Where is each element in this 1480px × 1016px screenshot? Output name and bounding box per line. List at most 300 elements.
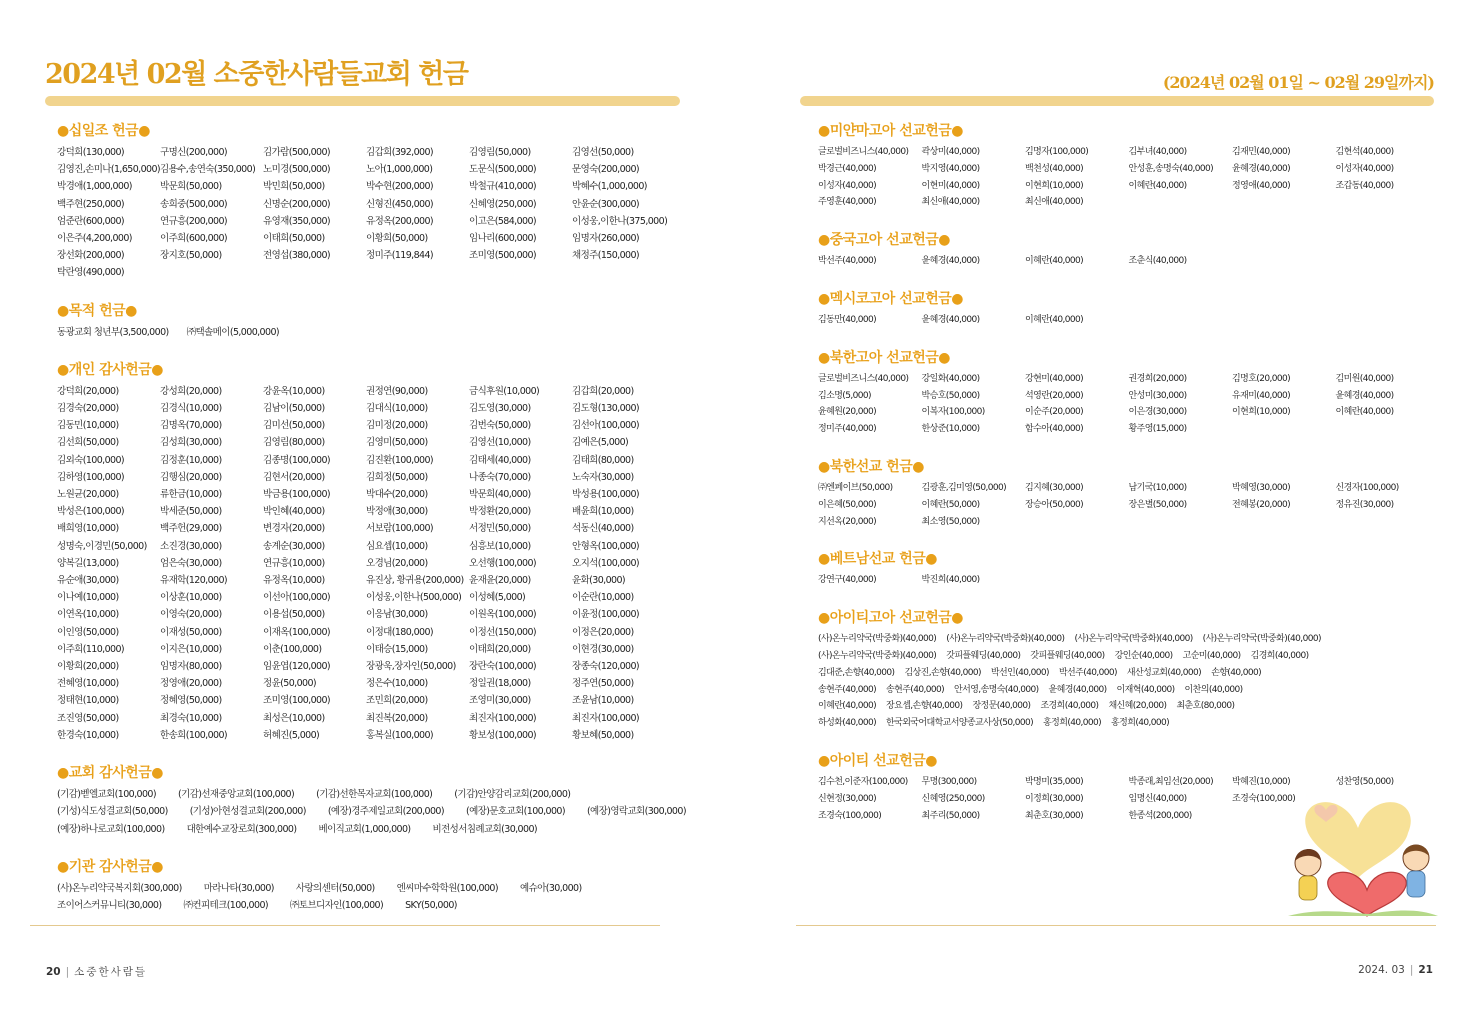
donor-entry: 유영재(350,000)	[263, 215, 331, 227]
donor-entry: 김진환(100,000)	[366, 454, 434, 466]
donor-entry: 조영미(30,000)	[469, 695, 531, 707]
donor-entry: (예장)경주제일교회(200,000)	[327, 806, 444, 818]
donor-entry: 석동신(40,000)	[572, 523, 634, 535]
title-underline-bar	[800, 96, 1434, 106]
donor-entry: (예장)문호교회(100,000)	[465, 806, 565, 818]
donor-entry: 김대준,손향(40,000)	[818, 667, 895, 678]
donor-entry: 송희중(500,000)	[160, 198, 228, 210]
donor-entry: 김광훈,김미영(50,000)	[921, 482, 1007, 493]
donor-entry: 이혜란(50,000)	[921, 499, 980, 510]
donor-entry: 장지호(50,000)	[160, 250, 222, 262]
donor-entry: 이은혜(50,000)	[818, 499, 876, 510]
donor-entry: 강일화(40,000)	[921, 373, 980, 384]
section-title: ●중국고아 선교헌금●	[818, 232, 950, 249]
donor-entry: 김대식(10,000)	[366, 403, 428, 415]
donor-entry: 박명미(35,000)	[1025, 776, 1083, 787]
donor-entry: 박선인(40,000)	[990, 667, 1049, 678]
donor-grid	[818, 480, 1440, 530]
donor-entry: 정은수(10,000)	[366, 678, 428, 690]
donor-entry: 함수아(40,000)	[1025, 424, 1083, 435]
donor-entry: 글로벌비즈니스(40,000)	[818, 147, 909, 157]
donor-entry: 이찬의(40,000)	[1184, 684, 1243, 695]
donor-entry: 조경숙(100,000)	[818, 810, 882, 821]
section-title: ●북한고아 선교헌금●	[818, 349, 950, 366]
donor-entry: 장요셉,손향(40,000)	[886, 701, 963, 712]
donor-entry: 김경숙(20,000)	[57, 403, 119, 415]
donor-entry: 정미주(40,000)	[818, 424, 876, 435]
pink-heart-shape	[1328, 872, 1406, 916]
donor-entry: 안성훈,송명숙(40,000)	[1128, 163, 1214, 174]
donor-entry: 최주리(50,000)	[921, 810, 980, 821]
donor-row	[818, 631, 1440, 648]
donor-entry: 김갑희(392,000)	[366, 147, 434, 158]
donor-entry: 이혜란(40,000)	[1128, 180, 1187, 191]
girl-body	[1299, 876, 1317, 900]
donor-rows	[818, 631, 1440, 732]
donor-grid	[818, 253, 1440, 270]
donor-grid	[818, 144, 1440, 211]
donor-entry: 박승호(50,000)	[921, 390, 980, 401]
donor-entry: 임나리(600,000)	[469, 233, 537, 245]
offering-section-북한선교-헌금	[818, 458, 1440, 530]
donor-entry: 엄준란(600,000)	[57, 215, 125, 227]
donor-entry: 윤재윤(20,000)	[469, 575, 531, 587]
donor-entry: 김영선(50,000)	[572, 147, 634, 158]
donor-entry: 도문식(500,000)	[469, 164, 537, 176]
donor-entry: 대한예수교장로회(300,000)	[186, 823, 297, 835]
donor-entry: 최소영(50,000)	[921, 516, 980, 527]
donor-row	[57, 803, 687, 820]
donor-entry: 이황희(50,000)	[366, 233, 428, 245]
donor-entry: 김하영(100,000)	[57, 471, 125, 483]
donor-entry: (사)온누리약국(박중화)(40,000)	[1074, 634, 1193, 645]
donor-entry: 이복자(100,000)	[921, 407, 985, 418]
donor-entry: 김수천,이준자(100,000)	[818, 776, 908, 787]
donor-entry: 최춘호(30,000)	[1025, 810, 1083, 821]
donor-entry: 강덕희(20,000)	[57, 385, 119, 397]
donor-entry: 조이어스커뮤니티(30,000)	[57, 899, 162, 911]
donor-entry: 이지은(10,000)	[160, 643, 222, 655]
donor-entry: 홍정희(40,000)	[1043, 718, 1102, 729]
right-offering-list	[818, 122, 1440, 844]
donor-entry: 이춘(100,000)	[263, 643, 322, 655]
donor-row	[57, 786, 687, 803]
donor-entry: 이은경(30,000)	[1128, 407, 1187, 418]
donor-entry: 윤혜경(40,000)	[1232, 163, 1290, 174]
donor-entry: 김남이(50,000)	[263, 403, 325, 415]
offering-section-멕시코고아-선교헌금	[818, 290, 1440, 329]
donor-row	[818, 682, 1440, 699]
donor-entry: 조윤남(10,000)	[572, 695, 634, 707]
donor-entry: 윤혜경(40,000)	[921, 314, 980, 325]
donor-entry: 오선행(100,000)	[469, 557, 537, 569]
donor-entry: 이성자(40,000)	[818, 180, 876, 191]
donor-entry: 한상준(10,000)	[921, 424, 980, 435]
donor-entry: 김선희(50,000)	[57, 437, 119, 449]
donor-entry: 신혜영(250,000)	[469, 198, 537, 210]
donor-entry: 정태현(10,000)	[57, 695, 119, 707]
donor-entry: 권정연(90,000)	[366, 385, 428, 397]
donor-entry: 강덕희(130,000)	[57, 147, 125, 158]
donor-entry: 한종석(200,000)	[1128, 810, 1192, 821]
donor-entry: 김태희(80,000)	[572, 454, 634, 466]
donor-rows	[57, 324, 687, 341]
donor-entry: 노미경(500,000)	[263, 164, 331, 176]
donor-entry: 이주희(110,000)	[57, 643, 125, 655]
donor-entry: 김영림(80,000)	[263, 437, 325, 449]
donor-entry: 나종숙(70,000)	[469, 471, 531, 483]
donor-entry: 장승아(50,000)	[1025, 499, 1083, 510]
donor-entry: 이현미(40,000)	[921, 180, 980, 191]
period-subtitle: (2024년 02월 01일 ~ 02월 29일까지)	[1162, 73, 1434, 92]
donor-entry: 윤혜경(40,000)	[1335, 390, 1394, 401]
section-title: ●개인 감사헌금●	[57, 361, 163, 378]
offering-section-십일조-헌금	[57, 122, 687, 282]
title-underline-bar	[45, 96, 680, 106]
donor-row	[57, 324, 687, 341]
donor-entry: 이현희(10,000)	[1232, 407, 1290, 418]
donor-entry: 김명자(100,000)	[1025, 147, 1089, 157]
donor-entry: 박인혜(40,000)	[263, 506, 325, 518]
donor-entry: 박경근(40,000)	[818, 163, 876, 174]
donor-entry: 심요셉(10,000)	[366, 540, 428, 552]
donor-entry: 이정은(20,000)	[572, 626, 634, 638]
donor-entry: 김예은(5,000)	[572, 437, 629, 449]
donor-entry: 지선옥(20,000)	[818, 516, 876, 527]
donor-entry: 신형진(450,000)	[366, 198, 434, 210]
donor-entry: 양복길(13,000)	[57, 557, 119, 569]
kids-heart-illustration	[1288, 778, 1438, 918]
donor-entry: 이혜란(40,000)	[1025, 256, 1083, 267]
donor-entry: 신경자(100,000)	[1335, 482, 1399, 493]
donor-entry: ㈜엔페이브(50,000)	[818, 482, 893, 493]
donor-entry: 정주연(50,000)	[572, 678, 634, 690]
donor-entry: 유재미(40,000)	[1232, 390, 1290, 401]
donor-entry: 권경희(20,000)	[1128, 373, 1187, 384]
donor-entry: 신명순(200,000)	[263, 198, 331, 210]
donor-entry: 이응남(30,000)	[366, 609, 428, 621]
donor-entry: (사)온누리약국(박중화)(40,000)	[818, 650, 937, 661]
donor-entry: 김상진,손향(40,000)	[904, 667, 981, 678]
donor-entry: 이용섭(50,000)	[263, 609, 325, 621]
donor-entry: 연규흥(10,000)	[263, 557, 325, 569]
donor-entry: SKY(50,000)	[405, 899, 457, 911]
page-title: 2024년 02월 소중한사람들교회 헌금	[45, 59, 468, 90]
donor-entry: (사)온누리약국(박중화)(40,000)	[818, 634, 937, 645]
donor-entry: 배희영(10,000)	[57, 523, 119, 535]
donor-entry: 성찬영(50,000)	[1335, 776, 1394, 787]
section-title: ●십일조 헌금●	[57, 123, 150, 139]
donor-entry: 이성자(40,000)	[1335, 163, 1394, 174]
donor-entry: 고순미(40,000)	[1182, 650, 1241, 661]
donor-entry: 김명옥(70,000)	[160, 420, 222, 432]
donor-entry: (예장)영락교회(300,000)	[586, 806, 686, 818]
donor-entry: (기감)안양감리교회(200,000)	[454, 789, 571, 801]
donor-entry: 조민희(20,000)	[366, 695, 428, 707]
donor-entry: 윤혜경(40,000)	[921, 256, 980, 267]
right-page	[740, 0, 1480, 1016]
donor-entry: 정혜영(50,000)	[160, 695, 222, 707]
section-title: ●북한선교 헌금●	[818, 458, 924, 475]
donor-entry: 안성미(30,000)	[1128, 390, 1187, 401]
donor-entry: 김재민(40,000)	[1232, 147, 1290, 157]
donor-row	[818, 648, 1440, 665]
donor-entry: 김외숙(100,000)	[57, 454, 125, 466]
left-offering-list	[57, 122, 687, 934]
donor-entry: 강인순(40,000)	[1114, 650, 1173, 661]
donor-entry: (사)온누리약국(박중화)(40,000)	[1202, 634, 1321, 645]
donor-entry: 유진상, 황귀용(200,000)	[366, 575, 464, 587]
donor-entry: 김갑희(20,000)	[572, 385, 634, 397]
donor-entry: 조미영(500,000)	[469, 250, 537, 262]
donor-entry: 김성희(30,000)	[160, 437, 222, 449]
donor-entry: 박수현(200,000)	[366, 181, 434, 193]
donor-entry: 이순란(10,000)	[572, 592, 634, 604]
donor-entry: 김명호(20,000)	[1232, 373, 1290, 384]
donor-grid	[818, 572, 1440, 589]
donor-entry: 김미원(40,000)	[1335, 373, 1394, 384]
donor-entry: (사)온누리약국(박중화)(40,000)	[946, 634, 1065, 645]
donor-entry: 이태승(15,000)	[366, 643, 428, 655]
donor-entry: (기감)선재중앙교회(100,000)	[177, 789, 295, 801]
donor-entry: 송현주(40,000)	[886, 684, 944, 695]
section-title: ●아이티 선교헌금●	[818, 752, 937, 769]
donor-entry: 박선주(40,000)	[1058, 667, 1117, 678]
donor-entry: 김현석(40,000)	[1335, 147, 1394, 157]
donor-entry: 임명자(260,000)	[572, 233, 640, 245]
donor-entry: 이윤정(100,000)	[572, 609, 640, 621]
donor-entry: 김미정(20,000)	[366, 420, 428, 432]
donor-entry: 정미주(119,844)	[366, 250, 434, 262]
donor-entry: (기감)선한목자교회(100,000)	[316, 789, 433, 801]
page-number: 21	[1418, 964, 1433, 976]
donor-entry: 김정훈(10,000)	[160, 454, 222, 466]
donor-entry: 유정옥(10,000)	[263, 575, 325, 587]
donor-entry: 김번숙(50,000)	[469, 420, 531, 432]
donor-row	[818, 665, 1440, 682]
donor-entry: 이영숙(20,000)	[160, 609, 222, 621]
donor-entry: 강연구(40,000)	[818, 575, 876, 586]
donor-entry: 김미선(50,000)	[263, 420, 325, 432]
donor-entry: 문영숙(200,000)	[572, 164, 640, 176]
donor-entry: 이태희(20,000)	[469, 643, 531, 655]
donor-entry: 엔씨마수학학원(100,000)	[396, 882, 498, 894]
donor-entry: 박세준(50,000)	[160, 506, 222, 518]
donor-entry: 마라나타(30,000)	[203, 882, 274, 894]
donor-entry: 전혜봉(20,000)	[1232, 499, 1290, 510]
donor-entry: 예슈아(30,000)	[519, 882, 582, 894]
donor-entry: 이정희(30,000)	[1025, 793, 1083, 804]
donor-entry: 김가람(500,000)	[263, 147, 331, 158]
donor-row	[818, 698, 1440, 715]
donor-entry: 김부녀(40,000)	[1128, 147, 1187, 157]
donor-entry: 김종명(100,000)	[263, 454, 331, 466]
donor-entry: 이상훈(10,000)	[160, 592, 222, 604]
donor-entry: 이현경(30,000)	[572, 643, 634, 655]
donor-entry: 강성희(20,000)	[160, 385, 222, 397]
offering-section-북한고아-선교헌금	[818, 349, 1440, 438]
donor-entry: 손향(40,000)	[1211, 667, 1261, 678]
donor-entry: 김선아(100,000)	[572, 420, 640, 432]
donor-entry: 배윤희(10,000)	[572, 506, 634, 518]
donor-entry: 허혜진(5,000)	[263, 729, 320, 741]
donor-entry: 박민희(50,000)	[263, 181, 325, 193]
donor-entry: 장란숙(100,000)	[469, 661, 537, 673]
donor-entry: 박선주(40,000)	[818, 256, 876, 267]
donor-row	[57, 821, 687, 838]
donor-entry: 동광교회 청년부(3,500,000)	[57, 326, 169, 338]
donor-entry: 유순애(30,000)	[57, 575, 119, 587]
donor-entry: 김도형(130,000)	[572, 403, 640, 415]
donor-entry: 조경희(40,000)	[1040, 701, 1099, 712]
bottom-divider	[30, 925, 660, 926]
donor-entry: 장정문(40,000)	[972, 701, 1031, 712]
donor-entry: 장은별(50,000)	[1128, 499, 1187, 510]
donor-entry: 백주현(250,000)	[57, 198, 125, 210]
donor-entry: 이재성(50,000)	[160, 626, 222, 638]
donor-entry: 조경숙(100,000)	[1232, 793, 1296, 804]
donor-entry: 홍정희(40,000)	[1111, 718, 1170, 729]
donor-entry: 박정애(30,000)	[366, 506, 428, 518]
donor-entry: 박대수(20,000)	[366, 489, 428, 501]
donor-entry: 최진자(100,000)	[572, 712, 640, 724]
donor-entry: 황보혜(50,000)	[572, 729, 634, 741]
donor-entry: 남기국(10,000)	[1128, 482, 1187, 493]
donor-entry: 심흥보(10,000)	[469, 540, 531, 552]
donor-entry: 김희정(50,000)	[366, 471, 428, 483]
donor-grid	[57, 144, 687, 282]
section-title: ●베트남선교 헌금●	[818, 551, 937, 568]
donor-entry: (사)온누리약국복지회(300,000)	[57, 882, 182, 894]
donor-entry: 노아(1,000,000)	[366, 164, 433, 176]
donor-entry: 전혜영(10,000)	[57, 678, 119, 690]
donor-entry: 새산성교회(40,000)	[1126, 667, 1202, 678]
donor-entry: 황주영(15,000)	[1128, 424, 1187, 435]
donor-entry: 전영섭(380,000)	[263, 250, 331, 262]
donor-entry: 이재혁(40,000)	[1116, 684, 1175, 695]
donor-row	[818, 715, 1440, 732]
donor-entry: 홍복실(100,000)	[366, 729, 434, 741]
donor-entry: 갓피플웨딩(40,000)	[1030, 650, 1105, 661]
donor-rows	[57, 786, 687, 838]
donor-entry: 김영선(10,000)	[469, 437, 531, 449]
donor-entry: 채정주(150,000)	[572, 250, 640, 262]
donor-entry: 노숙자(30,000)	[572, 471, 634, 483]
donor-entry: 박문희(40,000)	[469, 489, 531, 501]
donor-entry: 조춘식(40,000)	[1128, 256, 1187, 267]
donor-entry: 이은주(4,200,000)	[57, 233, 132, 245]
donor-entry: 이성웅,이한나(375,000)	[572, 215, 668, 227]
donor-entry: 한송희(100,000)	[160, 729, 228, 741]
donor-entry: 조미영(100,000)	[263, 695, 331, 707]
offering-section-중국고아-선교헌금	[818, 231, 1440, 270]
donor-entry: 곽상미(40,000)	[921, 147, 980, 157]
section-title: ●기관 감사헌금●	[57, 858, 163, 875]
donor-entry: 이주희(600,000)	[160, 233, 228, 245]
donor-entry: 신혜영(250,000)	[921, 793, 985, 804]
donor-entry: 글로벌비즈니스(40,000)	[818, 373, 909, 384]
donor-entry: 이정대(180,000)	[366, 626, 434, 638]
donor-entry: 김소명(5,000)	[818, 390, 871, 401]
donor-entry: ㈜토브디자인(100,000)	[290, 899, 384, 911]
donor-entry: ㈜컨피테크(100,000)	[183, 899, 268, 911]
donor-entry: 박진희(40,000)	[921, 575, 980, 586]
donor-entry: 박경애(1,000,000)	[57, 181, 132, 193]
donor-entry: 이혜란(40,000)	[1025, 314, 1083, 325]
donor-entry: 베이직교회(1,000,000)	[318, 823, 411, 835]
donor-entry: 유재학(120,000)	[160, 575, 228, 587]
donor-entry: 사랑의센터(50,000)	[295, 882, 375, 894]
donor-entry: 소진경(30,000)	[160, 540, 222, 552]
offering-section-목적-헌금	[57, 302, 687, 341]
donor-entry: 박성은(100,000)	[57, 506, 125, 518]
donor-entry: 박문희(50,000)	[160, 181, 222, 193]
donor-entry: 김경희(40,000)	[1250, 650, 1309, 661]
donor-entry: 박혜영(30,000)	[1232, 482, 1290, 493]
donor-entry: 신현정(30,000)	[818, 793, 876, 804]
donor-entry: 이현희(10,000)	[1025, 180, 1083, 191]
donor-entry: 박종래,최임선(20,000)	[1128, 776, 1214, 787]
donor-entry: 무명(300,000)	[921, 776, 977, 787]
offering-section-베트남선교-헌금	[818, 550, 1440, 589]
boy-body	[1407, 871, 1425, 897]
donor-entry: 박금용(100,000)	[263, 489, 331, 501]
donor-entry: 김태세(40,000)	[469, 454, 531, 466]
donor-entry: 송현주(40,000)	[818, 684, 876, 695]
donor-entry: 갓피플웨딩(40,000)	[946, 650, 1021, 661]
donor-entry: (기성)아현성결교회(200,000)	[189, 806, 306, 818]
donor-entry: 정영애(20,000)	[160, 678, 222, 690]
donor-entry: 성명숙,이경민(50,000)	[57, 540, 147, 552]
offering-section-교회-감사헌금	[57, 764, 687, 838]
donor-entry: 노원균(20,000)	[57, 489, 119, 501]
donor-entry: 비전성서침례교회(30,000)	[432, 823, 538, 835]
donor-entry: 김행심(20,000)	[160, 471, 222, 483]
donor-entry: 정유진(30,000)	[1335, 499, 1394, 510]
donor-entry: 탁란영(490,000)	[57, 267, 125, 279]
donor-entry: (예장)하나로교회(100,000)	[57, 823, 165, 835]
donor-entry: 이고은(584,000)	[469, 215, 537, 227]
bottom-divider	[796, 925, 1436, 926]
publication-name: 소중한사람들	[74, 966, 148, 978]
donor-entry: 이황희(20,000)	[57, 661, 119, 673]
donor-entry: 장종숙(120,000)	[572, 661, 640, 673]
donor-entry: 하성화(40,000)	[818, 718, 876, 729]
donor-entry: 최신애(40,000)	[921, 197, 980, 208]
donor-entry: 한경숙(10,000)	[57, 729, 119, 741]
donor-entry: 최신애(40,000)	[1025, 197, 1083, 208]
donor-entry: 조갑동(40,000)	[1335, 180, 1394, 191]
donor-entry: 최진자(100,000)	[469, 712, 537, 724]
footer-separator: |	[65, 966, 70, 978]
section-title: ●아이티고아 선교헌금●	[818, 610, 964, 627]
donor-entry: 김용수,송연숙(350,000)	[160, 164, 256, 176]
section-title: ●멕시코고아 선교헌금●	[818, 290, 964, 307]
donor-entry: 이혜란(40,000)	[818, 701, 876, 712]
donor-entry: 류한금(10,000)	[160, 489, 222, 501]
donor-entry: 임명자(80,000)	[160, 661, 222, 673]
offering-section-미얀마고아-선교헌금	[818, 122, 1440, 211]
donor-entry: 장광욱,장자인(50,000)	[366, 661, 456, 673]
donor-entry: 정윤(50,000)	[263, 678, 317, 690]
donor-entry: (기감)벧엘교회(100,000)	[57, 789, 156, 801]
donor-entry: 이원옥(100,000)	[469, 609, 537, 621]
donor-row	[57, 897, 687, 914]
donor-entry: 최춘호(80,000)	[1176, 701, 1235, 712]
donor-entry: 채신혜(20,000)	[1108, 701, 1167, 712]
donor-entry: 최경숙(10,000)	[160, 712, 222, 724]
donor-entry: 금식후원(10,000)	[469, 385, 540, 397]
